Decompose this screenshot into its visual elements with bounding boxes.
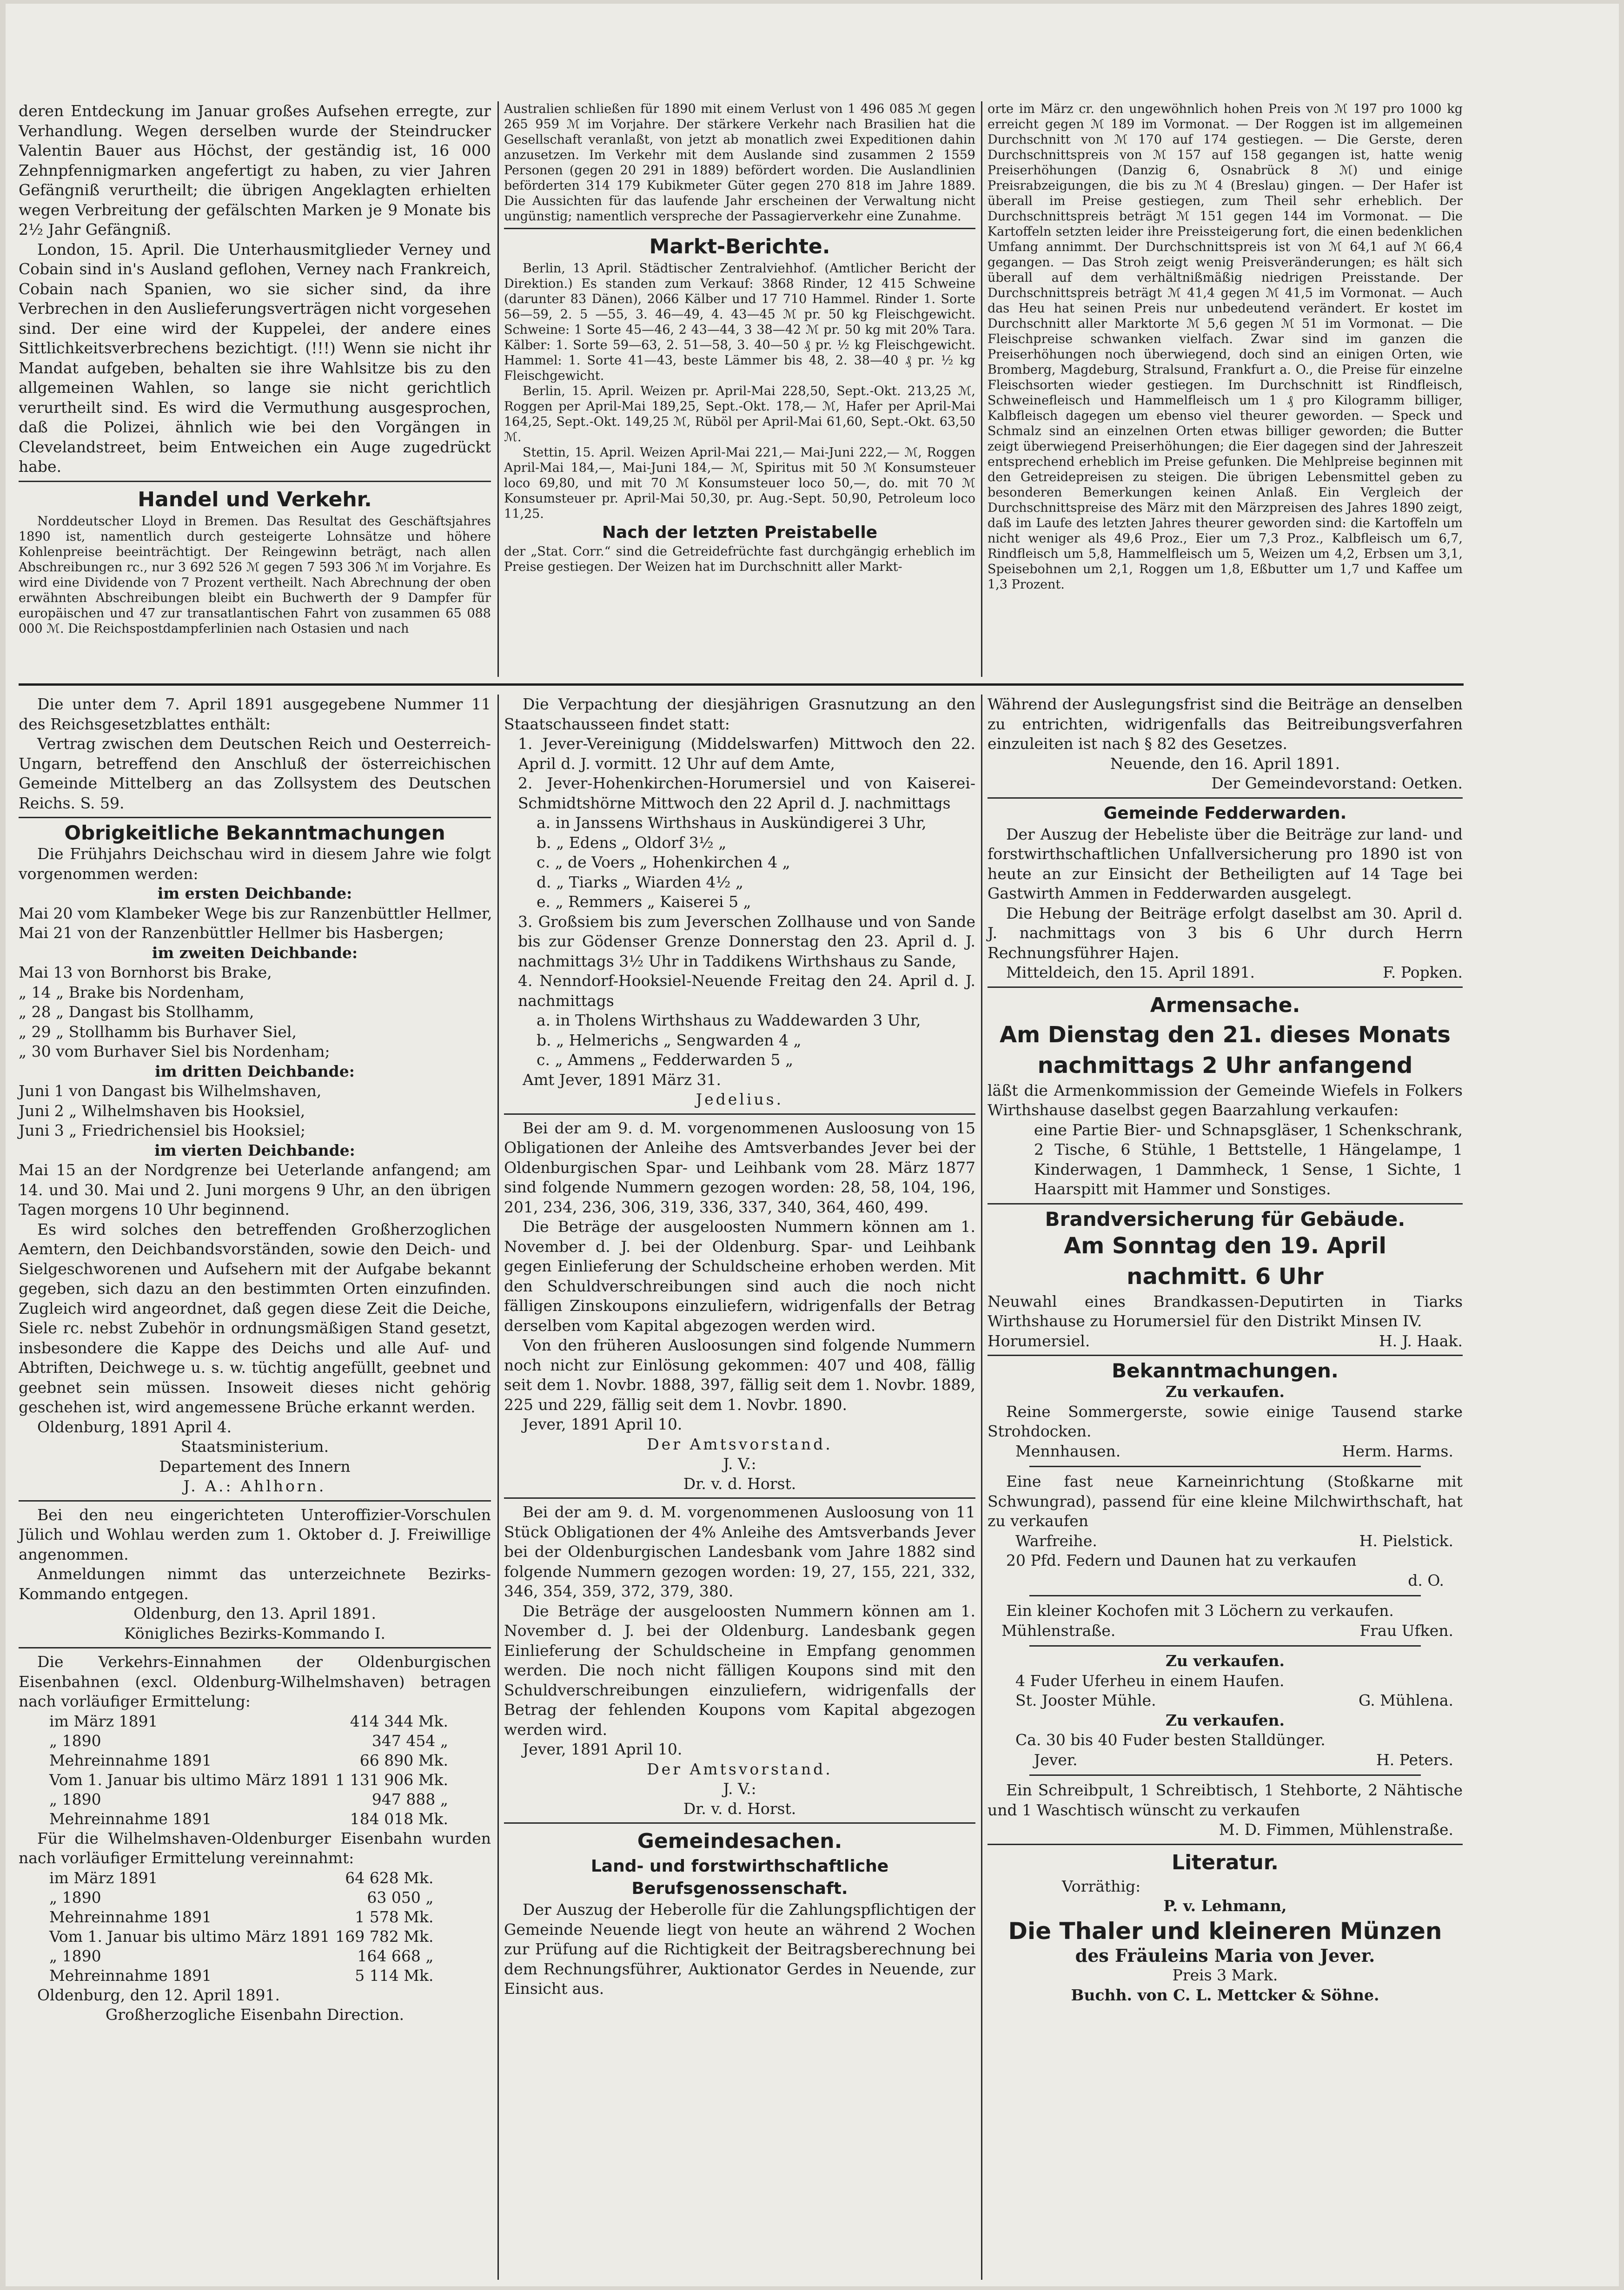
reichsgesetzblatt-body: Vertrag zwischen dem Deutschen Reich und Oesterreich-Ungarn, betreffend den Anschluß der österreichischen Gemeinde Mittelberg an das Zollsystem des Deutschen Reichs. S. 59. [19, 735, 491, 812]
list-item: a. in Janssens Wirthshaus in Auskündigerei 3 Uhr, [537, 814, 927, 832]
ausloosung-1-signature-1: Der Amtsvorstand. [647, 1435, 833, 1453]
neuende-body: Während der Auslegungsfrist sind die Beiträge an denselben zu entrichten, widrigenfalls das Beitreibungsverfahren einzuleiten ist nach § 82 des Gesetzes. [988, 695, 1463, 753]
market-reports [504, 261, 975, 522]
deichschau-signature-3: J. A.: Ahlhorn. [183, 1477, 326, 1495]
brand-body: Neuwahl eines Brandkassen-Deputirten in Tiarks Wirthshause zu Horumersiel für den Distrikt Minsen IV. [988, 1292, 1463, 1330]
ad-6-title: Zu verkaufen. [1165, 1711, 1285, 1729]
ausloosung-1-signature-2: J. V.: [723, 1455, 756, 1473]
ad-4-body: Ein kleiner Kochofen mit 3 Löchern zu verkaufen. [1006, 1602, 1394, 1620]
table-row: „ 1890 164 668 „ [49, 1946, 434, 1965]
list-item: 3. Großsiem bis zum Jeverschen Zollhause und von Sande bis zur Gödenser Grenze Donnerstag den 23. April d. J. nachmittags 3½ Uhr in Taddikens Wirthshaus zu Sande, [518, 912, 975, 970]
brand-date-line-1: Am Sonntag den 19. April [1064, 1232, 1386, 1259]
railway-revenue-table-2 [46, 1868, 436, 1986]
ad-1-title: Zu verkaufen. [1165, 1383, 1285, 1401]
deichband-4-body: Mai 15 an der Nordgrenze bei Ueterlande anfangend; am 14. und 30. Mai und 2. Juni morgens 9 Uhr, an den übrigen Tagen morgens 10 Uhr beginnend. [19, 1161, 491, 1218]
neuende-signature: Der Gemeindevorstand: Oetken. [1211, 774, 1463, 792]
ausloosung-1-body-2: Die Beträge der ausgeloosten Nummern können am 1. November d. J. bei der Oldenburg. Spar- und Leihbank gegen Einlieferung der Schuldscheine erhoben werden. Mit den Schuldverschreibungen sind auch die noch nicht fälligen Zinskoupons einzuliefern, widrigenfalls der Betrag derselben vom Kapital abgezogen werden wird. [504, 1218, 975, 1335]
price-table-article: der „Stat. Corr.“ sind die Getreidefrüchte fast durchgängig erheblich im Preise gestiegen. Der Weizen hat im Durchschnitt aller Markt- [504, 544, 975, 574]
top-column-3 [988, 101, 1463, 678]
list-item: e. „ Remmers „ Kaiserei 5 „ [537, 893, 751, 911]
fedderwarden-date: Mitteldeich, den 15. April 1891. F. Popken. [988, 963, 1463, 983]
armen-date-line-2: nachmittags 2 Uhr anfangend [1037, 1052, 1413, 1079]
table-row: „ 1890 347 454 „ [49, 1731, 448, 1750]
deichschau-intro: Die Frühjahrs Deichschau wird in diesem Jahre wie folgt vorgenommen werden: [19, 845, 491, 883]
lloyd-article: Norddeutscher Lloyd in Bremen. Das Resultat des Geschäftsjahres 1890 ist, namentlich durch gesteigerte Lohnsätze und höhere Kohlenpreise beeinträchtigt. Der Reingewinn beträgt, nach allen Abschreibungen rc., nur 3 692 526 ℳ gegen 7 593 306 ℳ im Vorjahre. Es wird eine Dividende von 7 Prozent vertheilt. Nach Abrechnung der oben erwähnten Abschreibungen bleibt ein Buchwerth der 9 Dampfer für europäischen und 47 zur transatlantischen Fahrt von zusammen 65 088 000 ℳ. Die Reichspostdampferlinien nach Ostasien und nach [19, 514, 491, 636]
deichband-1-heading: im ersten Deichbande: [157, 884, 352, 902]
table-row: Vom 1. Januar bis ultimo März 1891 169 782 Mk. [49, 1927, 434, 1946]
ausloosung-1-date: Jever, 1891 April 10. [523, 1415, 683, 1433]
top-column-1 [19, 101, 491, 636]
section-heading-obrigkeitlich: Obrigkeitliche Bekanntmachungen [64, 821, 445, 844]
list-item: c. „ de Voers „ Hohenkirchen 4 „ [537, 853, 790, 871]
literature-price: Preis 3 Mark. [1172, 1966, 1278, 1984]
section-heading-brandversicherung: Brandversicherung für Gebäude. [1045, 1207, 1405, 1231]
deichschau-date: Oldenburg, 1891 April 4. [37, 1417, 232, 1436]
railway-intro-2: Für die Wilhelmshaven-Oldenburger Eisenbahn wurden nach vorläufiger Ermittelung vereinnahmt: [19, 1829, 491, 1867]
list-item: 2. Jever-Hohenkirchen-Horumersiel und von Kaiserei-Schmidtshörne Mittwoch den 22 April d. J. nachmittags [518, 774, 975, 812]
ausloosung-1-signature-3: Dr. v. d. Horst. [683, 1474, 796, 1493]
subheading-preistabelle: Nach der letzten Preistabelle [602, 523, 878, 542]
literature-title: Die Thaler und kleineren Münzen [1008, 1917, 1442, 1945]
list-item: a. in Tholens Wirthshaus zu Waddewarden 3 Uhr, [537, 1011, 921, 1029]
divider [504, 228, 975, 229]
stamp-forgery-article: deren Entdeckung im Januar großes Aufsehen erregte, zur Verhandlung. Wegen derselben wurde der Steindrucker Valentin Bauer aus Höchst, der geständig ist, 16 000 Zehnpfennigmarken angefertigt zu haben, zu vier Jahren Gefängniß verurtheilt; die übrigen Angeklagten erhielten wegen Verbreitung der gefälschten Marken je 9 Monate bis 2½ Jahr Gefängniß. [19, 102, 491, 238]
deichschau-signature-2: Departement des Innern [159, 1457, 351, 1476]
divider [1029, 1466, 1421, 1467]
grasnutzung-date: Amt Jever, 1891 März 31. [523, 1070, 722, 1089]
ad-3-signature: d. O. [1408, 1571, 1444, 1589]
railway-date: Oldenburg, den 12. April 1891. [37, 1986, 280, 2004]
ad-6-body: Ca. 30 bis 40 Fuder besten Stalldünger. [1015, 1731, 1326, 1749]
berlin-cattle-report: Berlin, 13 April. Städtischer Zentralviehhof. (Amtlicher Bericht der Direktion.) Es standen zum Verkauf: 3868 Rinder, 12 415 Schweine (darunter 83 Dänen), 2066 Kälber und 17 710 Hammel. Rinder 1. Sorte 56—59, 2. 5 —55, 3. 46—49, 4. 43—45 ℳ pr. 50 kg Fleischgewicht. Schweine: 1 Sorte 45—46, 2 43—44, 3 38—42 ℳ pr. 50 kg mit 20% Tara. Kälber: 1. Sorte 59—63, 2. 51—58, 3. 40—50 ₰ pr. ½ kg Fleischgewicht. Hammel: 1. Sorte 41—43, beste Lämmer bis 48, 2. 38—40 ₰ pr. ½ kg Fleischgewicht. [504, 261, 975, 383]
deichband-2-lines: Mai 13 von Bornhorst bis Brake, „ 14 „ Brake bis Nordenham, „ 28 „ Dangast bis Stollhamm, „ 29 „ Stollhamm bis Burhaver Siel, „ 30 vom Burhaver Siel bis Nordenham; [19, 963, 330, 1060]
railway-revenue-table-1 [46, 1712, 451, 1829]
column-rule [497, 695, 499, 2280]
top-column-2 [504, 101, 975, 678]
heberolle-body: Der Auszug der Heberolle für die Zahlungspflichtigen der Gemeinde Neuende liegt von heute an während 2 Wochen zur Prüfung auf die Richtigkeit der Beitragsberechnung bei dem Rechnungsführer, Auktionator Gerdes in Neuende, zur Einsicht aus. [504, 1900, 975, 1998]
armen-body: läßt die Armenkommission der Gemeinde Wiefels in Folkers Wirthshause daselbst gegen Baarzahlung verkaufen: [988, 1081, 1463, 1119]
ad-6-footer: Jever. H. Peters. [988, 1750, 1463, 1770]
divider [988, 1203, 1463, 1205]
list-item: 1. Jever-Vereinigung (Middelswarfen) Mittwoch den 22. April d. J. vormitt. 12 Uhr auf dem Amte, [518, 735, 975, 773]
table-row: im März 1891 64 628 Mk. [49, 1868, 434, 1887]
list-item: b. „ Helmerichs „ Sengwarden 4 „ [537, 1031, 802, 1049]
divider [1029, 1595, 1421, 1596]
ad-1-body: Reine Sommergerste, sowie einige Tausend starke Strohdocken. [988, 1402, 1463, 1440]
deichschau-body: Es wird solches den betreffenden Großherzoglichen Aemtern, den Deichbandsvorständen, sowie den Deich- und Sielgeschworenen und Aufsehern mit der Aufgabe bekannt gegeben, sich dazu an den bestimmten Orten einzufinden. Zugleich wird angeordnet, daß gegen diese Zeit die Deiche, Siele rc. nebst Zubehör in ordnungsmäßigen Stand gesetzt, insbesondere die Kappe des Deichs und alle Auf- und Abtriften, Deichwege u. s. w. tüchtig angefüllt, geebnet und geebnet sein müssen. Insoweit dieses nicht gehörig geschehen ist, wird angemessene Brüche erkannt werden. [19, 1220, 491, 1416]
railway-signature: Großherzogliche Eisenbahn Direction. [105, 2005, 404, 2024]
ad-4-footer: Mühlenstraße. Frau Ufken. [988, 1621, 1463, 1641]
table-row: Vom 1. Januar bis ultimo März 1891 1 131 906 Mk. [49, 1770, 448, 1789]
stettin-report: Stettin, 15. April. Weizen April-Mai 221,— Mai-Juni 222,— ℳ, Roggen April-Mai 184,—, Mai-Juni 184,— ℳ, Spiritus mit 50 ℳ Konsumsteuer loco 69,80, und mit 70 ℳ Konsumsteuer loco 50,—, do. mit 70 ℳ Konsumsteuer pr. April-Mai 50,30, pr. Aug.-Sept. 50,90, Petroleum loco 11,25. [504, 445, 975, 521]
section-heading-fedderwarden: Gemeinde Fedderwarden. [1103, 803, 1347, 823]
divider [19, 817, 491, 818]
fedderwarden-body: Der Auszug der Hebeliste über die Beiträge zur land- und forstwirthschaftlichen Unfallversicherung pro 1890 ist von heute an zur Einsicht der Betheiligten auf 14 Tage bei Gastwirth Ammen in Fedderwarden ausgelegt. [988, 825, 1463, 902]
table-row: Mehreinnahme 1891 5 114 Mk. [49, 1966, 434, 1985]
literature-bookshop: Buchh. von C. L. Mettcker & Söhne. [1071, 1986, 1379, 2004]
ad-5-body: 4 Fuder Uferheu in einem Haufen. [1015, 1671, 1285, 1690]
section-heading-markt: Markt-Berichte. [649, 235, 830, 258]
deichband-2-heading: im zweiten Deichbande: [152, 943, 358, 962]
ad-1-signature: Herm. Harms. [1342, 1442, 1453, 1460]
railway-intro: Die Verkehrs-Einnahmen der Oldenburgischen Eisenbahnen (excl. Oldenburg-Wilhelmshaven) betragen nach vorläufiger Ermittelung: [19, 1653, 491, 1710]
literature-vorraethig: Vorräthig: [1062, 1877, 1141, 1895]
column-rule [981, 101, 982, 677]
deichband-3-heading: im dritten Deichbande: [155, 1062, 355, 1080]
fedderwarden-signature: F. Popken. [1383, 963, 1463, 981]
divider [1029, 1774, 1421, 1776]
literature-author: P. v. Lehmann, [1163, 1897, 1287, 1915]
ad-7-signature: M. D. Fimmen, Mühlenstraße. [1219, 1820, 1453, 1839]
armen-date-line-1: Am Dienstag den 21. dieses Monats [999, 1021, 1451, 1048]
deichschau-signature-1: Staatsministerium. [180, 1437, 329, 1456]
brand-footer: Horumersiel. H. J. Haak. [988, 1331, 1463, 1351]
grasnutzung-intro: Die Verpachtung der diesjährigen Grasnutzung an den Staatschausseen findet statt: [504, 695, 975, 733]
neuende-date: Neuende, den 16. April 1891. [1110, 754, 1340, 773]
bottom-column-1 [19, 695, 491, 2280]
divider [19, 1647, 491, 1648]
berlin-grain-report: Berlin, 15. April. Weizen pr. April-Mai 228,50, Sept.-Okt. 213,25 ℳ, Roggen per April-Mai 189,25, Sept.-Okt. 178,— ℳ, Hafer per April-Mai 164,25, Sept.-Okt. 149,25 ℳ, Rüböl per April-Mai 61,60, Sept.-Okt. 63,50 ℳ. [504, 384, 975, 444]
divider [19, 481, 491, 482]
table-row: im März 1891 414 344 Mk. [49, 1712, 448, 1730]
newspaper-page [6, 4, 1619, 2286]
section-heading-bekanntmachungen: Bekanntmachungen. [1112, 1359, 1339, 1382]
ad-2-footer: Warfreihe. H. Pielstick. [988, 1531, 1463, 1551]
grasnutzung-list [504, 734, 975, 1070]
column-rule [497, 101, 499, 677]
military-notice: Bei den neu eingerichteten Unteroffizier-Vorschulen Jülich und Wohlau werden zum 1. Oktober d. J. Freiwillige angenommen. [19, 1505, 491, 1563]
divider [504, 1822, 975, 1824]
divider [988, 1844, 1463, 1845]
divider [988, 797, 1463, 799]
reichsgesetzblatt-intro: Die unter dem 7. April 1891 ausgegebene Nummer 11 des Reichsgesetzblattes enthält: [19, 695, 491, 733]
divider [988, 986, 1463, 988]
ausloosung-2-signature-1: Der Amtsvorstand. [647, 1760, 833, 1778]
ad-7-body: Ein Schreibpult, 1 Schreibtisch, 1 Stehborte, 2 Nähtische und 1 Waschtisch wünscht zu verkaufen [988, 1781, 1463, 1819]
table-row: Mehreinnahme 1891 184 018 Mk. [49, 1809, 448, 1828]
divider [1029, 1645, 1421, 1647]
divider [19, 1500, 491, 1502]
ad-1-footer: Mennhausen. Herm. Harms. [988, 1442, 1463, 1462]
list-item: c. „ Ammens „ Fedderwarden 5 „ [537, 1051, 794, 1069]
brand-date-line-2: nachmitt. 6 Uhr [1127, 1263, 1324, 1290]
military-notice-2: Anmeldungen nimmt das unterzeichnete Bezirks-Kommando entgegen. [19, 1565, 491, 1603]
ad-2-body: Eine fast neue Karneinrichtung (Stoßkarne mit Schwungrad), passend für eine kleine Milchwirthschaft, hat zu verkaufen [988, 1472, 1463, 1530]
section-heading-gemeindesachen: Gemeindesachen. [637, 1829, 842, 1853]
divider [988, 1355, 1463, 1356]
literature-subtitle: des Fräuleins Maria von Jever. [1075, 1945, 1375, 1966]
divider [504, 1497, 975, 1499]
armen-items: eine Partie Bier- und Schnapsgläser, 1 Schenkschrank, 2 Tische, 6 Stühle, 1 Bettstelle, 1 Hängelampe, 1 Kinderwagen, 1 Dammheck, 1 Sense, 1 Sichte, 1 Haarspitt mit Hammer und Sonstiges. [1034, 1120, 1463, 1198]
section-heading-literatur: Literatur. [1172, 1850, 1279, 1874]
ausloosung-2-signature-3: Dr. v. d. Horst. [683, 1799, 796, 1818]
ausloosung-1-body: Bei der am 9. d. M. vorgenommenen Ausloosung von 15 Obligationen der Anleihe des Amtsverbandes Jever bei der Oldenburgischen Spar- und Leihbank vom 28. März 1877 sind folgende Nummern gezogen worden: 28, 58, 104, 196, 201, 234, 236, 306, 319, 336, 337, 340, 364, 460, 499. [504, 1119, 975, 1216]
ad-5-signature: G. Mühlena. [1359, 1691, 1453, 1709]
ausloosung-2-signature-2: J. V.: [723, 1780, 756, 1798]
ausloosung-2-date: Jever, 1891 April 10. [523, 1740, 683, 1758]
brand-signature: H. J. Haak. [1379, 1331, 1463, 1350]
list-item: 4. Nenndorf-Hooksiel-Neuende Freitag den 24. April d. J. nachmittags [518, 972, 975, 1010]
section-divider [19, 683, 1464, 686]
list-item: b. „ Edens „ Oldorf 3½ „ [537, 833, 727, 852]
ausloosung-2-body: Bei der am 9. d. M. vorgenommenen Ausloosung von 11 Stück Obligationen der 4% Anleihe des Amtsverbands Jever bei der Oldenburgischen Landesbank vom Jahre 1882 sind folgende Nummern gezogen worden: 19, 27, 155, 221, 332, 346, 354, 359, 372, 379, 380. [504, 1503, 975, 1600]
deichband-3-lines: Juni 1 von Dangast bis Wilhelmshaven, Juni 2 „ Wilhelmshaven bis Hooksiel, Juni 3 „ Friedrichensiel bis Hooksiel; [19, 1082, 322, 1139]
military-date: Oldenburg, den 13. April 1891. [133, 1604, 376, 1622]
list-item: d. „ Tiarks „ Wiarden 4½ „ [537, 873, 744, 891]
table-row: Mehreinnahme 1891 66 890 Mk. [49, 1751, 448, 1769]
lloyd-continued: Australien schließen für 1890 mit einem Verlust von 1 496 085 ℳ gegen 265 959 ℳ im Vorjahre. Der stärkere Verkehr nach Brasilien hat die Gesellschaft veranlaßt, von jetzt ab monatlich zwei Expeditionen dahin anzusetzen. Im Verkehr mit dem Auslande sind zusammen 2 1559 Personen (gegen 20 291 in 1889) befördert worden. Die Auslandlinien beförderten 314 179 Kubikmeter Güter gegen 270 818 im Jahre 1889. Die Aussichten für das laufende Jahr erscheinen der Verwaltung nicht ungünstig; namentlich verspreche der Passagierverkehr eine Zunahme. [504, 102, 975, 224]
london-article: London, 15. April. Die Unterhausmitglieder Verney und Cobain sind in's Ausland geflohen, Verney nach Frankreich, Cobain nach Spanien, wo sie sicher sind, da ihre Verbrechen in den Auslieferungsverträgen nicht vorgesehen sind. Der eine wird der Kuppelei, der andere eines Sittlichkeitsverbrechens bezichtigt. (!!!) Wenn sie nicht ihr Mandat aufgeben, behalten sie ihre Wahlsitze bis zu den allgemeinen Wahlen, so lange sie nicht gerichtlich verurtheilt sind. Es wird die Vermuthung ausgesprochen, daß die Polizei, ähnlich wie bei den Vorgängen in Clevelandstreet, beim Entweichen ein Auge zugedrückt habe. [19, 240, 491, 476]
ausloosung-1-body-3: Von den früheren Ausloosungen sind folgende Nummern noch nicht zur Einlösung gekommen: 407 und 408, fällig seit dem 1. Novbr. 1888, 397, fällig seit dem 1. Novbr. 1889, 225 und 229, fällig seit dem 1. Novbr. 1890. [504, 1336, 975, 1414]
ausloosung-2-body-2: Die Beträge der ausgeloosten Nummern können am 1. November d. J. bei der Oldenburg. Landesbank gegen Einlieferung der Schuldscheine in Empfang genommen werden. Die noch nicht fälligen Koupons sind mit den Schuldverschreibungen einzuliefern, widrigenfalls der Betrag der fehlenden Koupons vom Kapital abgezogen werden wird. [504, 1602, 975, 1739]
fedderwarden-body-2: Die Hebung der Beiträge erfolgt daselbst am 30. April d. J. nachmittags von 3 bis 6 Uhr durch Herrn Rechnungsführer Hajen. [988, 904, 1463, 962]
deichband-1-lines: Mai 20 vom Klambeker Wege bis zur Ranzenbüttler Hellmer, Mai 21 von der Ranzenbüttler Hellmer bis Hasbergen; [19, 904, 492, 942]
section-heading-armensache: Armensache. [1150, 993, 1300, 1017]
divider [504, 1113, 975, 1115]
table-row: Mehreinnahme 1891 1 578 Mk. [49, 1907, 434, 1926]
ad-6-signature: H. Peters. [1376, 1750, 1453, 1769]
subheading-berufsgenossenschaft: Land- und forstwirthschaftliche Berufsgenossenschaft. [590, 1857, 889, 1898]
price-table-continued: orte im März cr. den ungewöhnlich hohen Preis von ℳ 197 pro 1000 kg erreicht gegen ℳ 189 im Vormonat. — Der Roggen ist im allgemeinen Durchschnitt von ℳ 170 auf 174 gestiegen. — Die Gerste, deren Durchschnittspreis von ℳ 157 auf 158 gegangen ist, hatte wenig Preiserhöhungen (Danzig 6, Osnabrück 8 ℳ) und einige Preisrabzeigungen, die bis zu ℳ 4 (Breslau) gingen. — Der Hafer ist überall im Preise gestiegen, zum Theil sehr erheblich. Der Durchschnittspreis beträgt ℳ 151 gegen 144 im Vormonat. — Die Kartoffeln setzten leider ihre Preissteigerung fort, die einen bedenklichen Umfang annimmt. Der Durchschnittspreis ist von ℳ 64,1 auf ℳ 66,4 gegangen. — Das Stroh zeigt wenig Preisveränderungen; es hält sich überall auf dem verhältnißmäßig niedrigen Preisstande. Der Durchschnittspreis beträgt ℳ 41,4 gegen ℳ 41,5 im Vormonat. — Auch das Heu hat seinen Preis nur unbedeutend verändert. Er kostet im Durchschnitt aller Marktorte ℳ 5,6 gegen ℳ 51 im Vormonat. — Die Fleischpreise schwanken vielfach. Zwar sind im ganzen die Preiserhöhungen noch überwiegend, doch sind an einigen Orten, wie Bromberg, Magdeburg, Stralsund, Frankfurt a. O., die Preise für einzelne Fleischsorten wieder gestiegen. Im Durchschnitt ist Rindfleisch, Schweinefleisch und Hammelfleisch um 1 ₰ pro Kilogramm billiger, Kalbfleisch dagegen um ebenso viel theurer geworden. — Speck und Schmalz sind an einzelnen Orten etwas billiger geworden; die Butter zeigt überwiegend Preiserhöhungen; die Eier dagegen sind der Jahreszeit entsprechend erheblich im Preise gefunken. Die Mehlpreise beginnen mit den Getreidepreisen zu steigen. Die übrigen Lebensmittel geben zu besonderen Bemerkungen keinen Anlaß. Ein Vergleich der Durchschnittspreise des März mit den Märzpreisen des Jahres 1890 zeigt, daß im Laufe des letzten Jahres theurer geworden sind: die Kartoffeln um nicht weniger als 49,6 Proz., Eier um 7,3 Proz., Kalbfleisch um 6,7, Rindfleisch um 5,8, Hammelfleisch um 5, Weizen um 4,2, Erbsen um 3,1, Speisebohnen um 2,1, Roggen um 1,8, Eßbutter um 1,7 und Kaffee um 1,3 Prozent. [988, 102, 1463, 592]
bottom-column-2 [504, 695, 975, 2280]
table-row: „ 1890 947 888 „ [49, 1790, 448, 1808]
table-row: „ 1890 63 050 „ [49, 1888, 434, 1906]
bottom-column-3 [988, 695, 1463, 2280]
ad-3-body: 20 Pfd. Federn und Daunen hat zu verkaufen [1006, 1551, 1357, 1569]
ad-5-footer: St. Jooster Mühle. G. Mühlena. [988, 1691, 1463, 1711]
section-heading-handel: Handel und Verkehr. [138, 487, 372, 511]
ad-2-signature: H. Pielstick. [1359, 1531, 1453, 1550]
military-signature: Königliches Bezirks-Kommando I. [124, 1624, 386, 1642]
grasnutzung-signature: Jedelius. [696, 1090, 784, 1108]
ad-4-signature: Frau Ufken. [1359, 1621, 1453, 1640]
deichband-4-heading: im vierten Deichbande: [154, 1141, 355, 1159]
ad-5-title: Zu verkaufen. [1165, 1652, 1285, 1670]
column-rule [981, 695, 982, 2280]
